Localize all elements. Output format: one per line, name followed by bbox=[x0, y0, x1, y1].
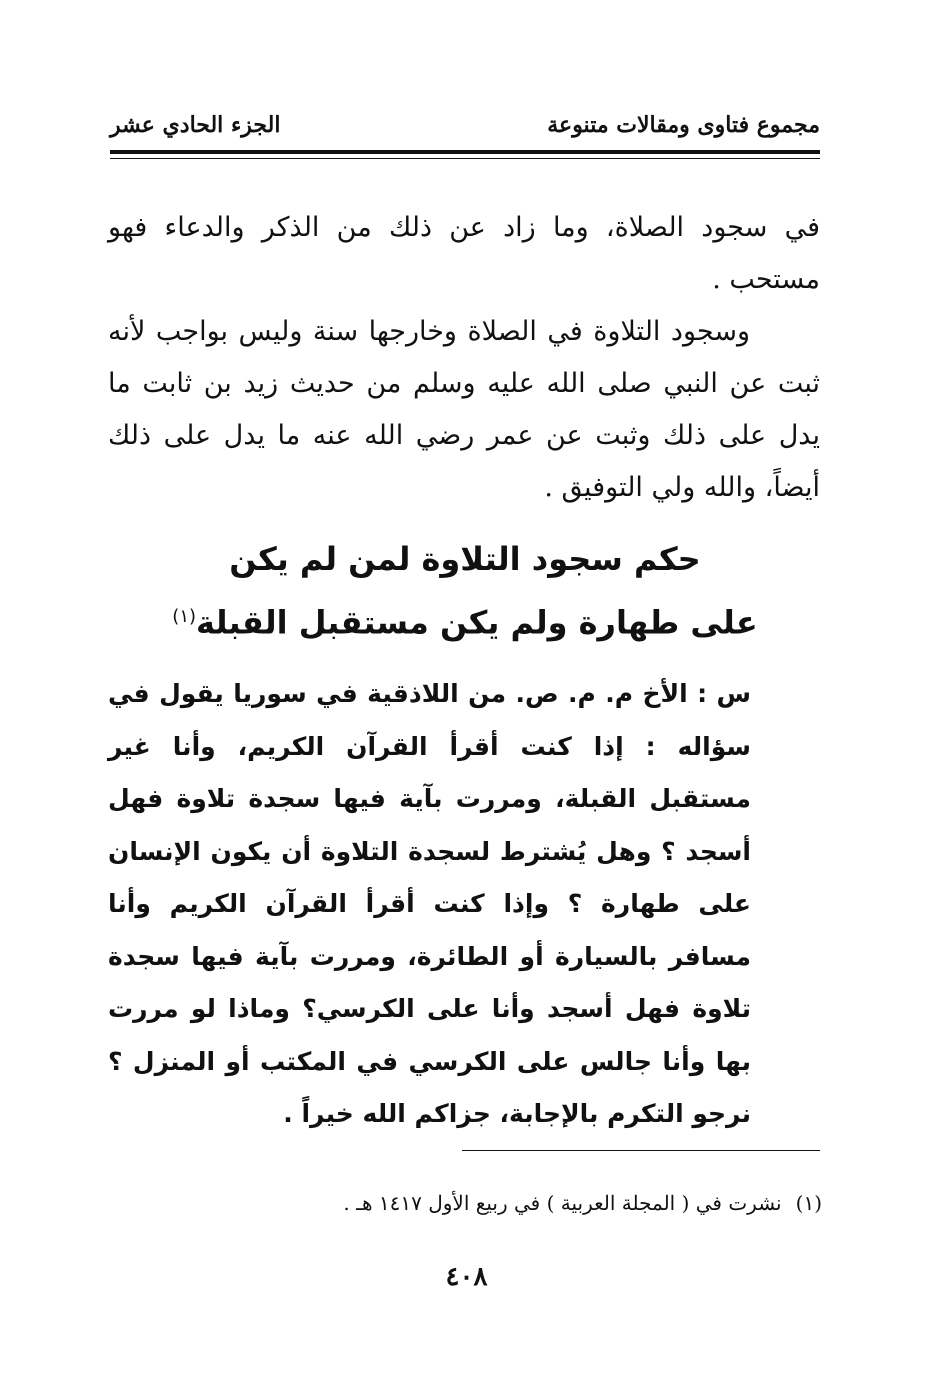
footnote-number: (١) bbox=[795, 1191, 822, 1215]
page-number: ٤٠٨ bbox=[445, 1262, 488, 1292]
question-text: س : الأخ م. م. ص. من اللاذقية في سوريا يقول في سؤاله : إذا كنت أقرأ القرآن الكريم، وأنا غير مستقبل القبلة، ومررت بآية فيها سجدة تلاوة فهل أسجد ؟ وهل يُشترط لسجدة التلاوة أن يكون الإنسان على طهارة ؟ وإذا كنت أقرأ القرآن الكريم وأنا مسافر بالسيارة أو الطائرة، ومررت بآية فيها سجدة تلاوة فهل أسجد وأنا على الكرسي؟ وماذا لو مررت بها وأنا جالس على الكرسي في المكتب أو المنزل ؟ نرجو التكرم بالإجابة، جزاكم الله خيراً . bbox=[108, 679, 751, 1128]
footnote-marker: (١) bbox=[172, 606, 197, 627]
footnote bbox=[110, 1188, 822, 1218]
paragraph-2: وسجود التلاوة في الصلاة وخارجها سنة وليس بواجب لأنه ثبت عن النبي صلى الله عليه وسلم من حديث زيد بن ثابت ما يدل على ذلك وثبت عن عمر رضي الله عنه ما يدل على ذلك أيضاً، والله ولي التوفيق . bbox=[108, 316, 820, 503]
header-rule-thin bbox=[110, 158, 820, 159]
title-line-1-text: حكم سجود التلاوة لمن لم يكن bbox=[229, 540, 701, 578]
section-title-line-2 bbox=[110, 588, 820, 652]
section-title-line-1 bbox=[110, 530, 820, 588]
running-header bbox=[110, 112, 820, 144]
footnote-rule bbox=[462, 1150, 820, 1151]
title-line-2-text: على طهارة ولم يكن مستقبل القبلة bbox=[196, 603, 758, 642]
footnote-text: نشرت في ( المجلة العربية ) في ربيع الأول ١٤١٧ هـ . bbox=[343, 1191, 782, 1215]
paragraph-1: في سجود الصلاة، وما زاد عن ذلك من الذكر والدعاء فهو مستحب . bbox=[108, 212, 820, 295]
volume-label: الجزء الحادي عشر bbox=[110, 112, 281, 138]
book-title: مجموع فتاوى ومقالات متنوعة bbox=[547, 112, 820, 138]
header-rule-thick bbox=[110, 150, 820, 154]
